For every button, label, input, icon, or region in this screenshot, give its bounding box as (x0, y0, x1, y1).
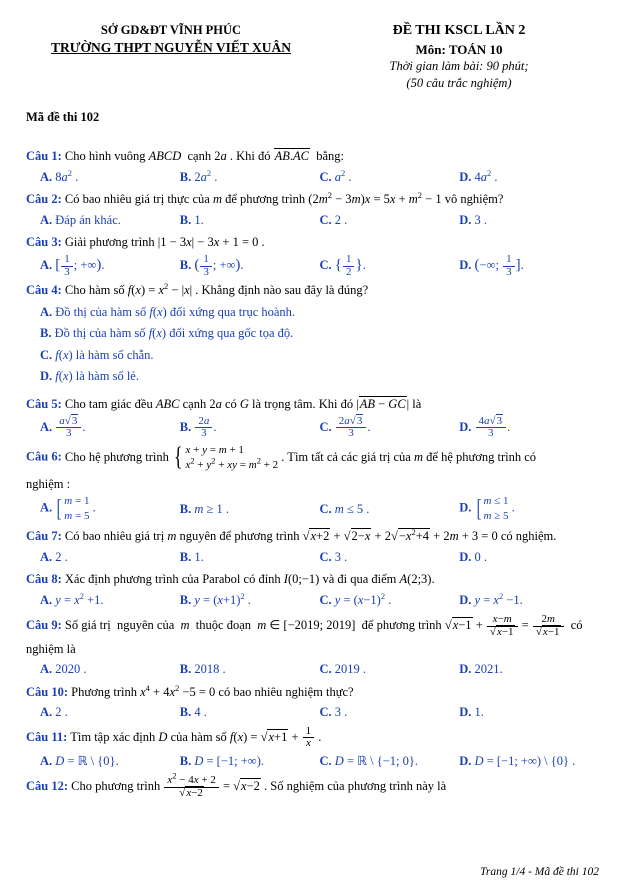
exam-header (319, 22, 599, 92)
answer-2-C[interactable]: C. 2 . (319, 213, 348, 228)
question-5-label: Câu 5: (26, 397, 62, 412)
answer-7-B[interactable]: B. 1. (179, 549, 204, 564)
answer-10-D[interactable]: D. 1. (459, 705, 484, 720)
answer-11-D[interactable]: D. D = [−1; +∞) \ {0} . (459, 753, 576, 768)
answer-3-C[interactable]: C. { $\frac{1}{2}$ }. (319, 253, 366, 278)
answer-4-D[interactable]: D. f(x) là hàm số lẻ. (40, 368, 139, 383)
answer-6-C[interactable]: C. m ≤ 5 . (319, 501, 370, 516)
question-8-label: Câu 8: (26, 572, 62, 587)
answer-10-A[interactable]: A. 2 . (40, 705, 68, 720)
question-4-label: Câu 4: (26, 283, 62, 298)
question-6 (26, 443, 599, 473)
answer-1-A[interactable]: A. $8a^2$ . (40, 167, 79, 184)
question-1-answers (26, 168, 599, 187)
answer-8-A[interactable]: A. $y = x^2 +1$. (40, 590, 104, 607)
answer-7-C[interactable]: C. 3 . (319, 549, 348, 564)
answer-1-D[interactable]: D. $4a^2$ . (459, 167, 498, 184)
answer-7-D[interactable]: D. 0 . (459, 549, 488, 564)
answer-8-D[interactable]: D. $y = x^2 -1$. (459, 590, 523, 607)
question-8-text: Xác định phương trình của Parabol có đỉnh I(0;−1) và đi qua điểm A(2;3). (64, 572, 435, 587)
answer-2-B[interactable]: B. 1. (179, 213, 204, 228)
answer-2-D[interactable]: D. 3 . (459, 213, 488, 228)
page-footer: Trang 1/4 - Mã đề thi 102 (480, 866, 599, 878)
question-2-answers (26, 211, 599, 230)
answer-5-A[interactable]: A. $\frac{a√3}{3}$ . (40, 414, 86, 440)
answer-11-C[interactable]: C. D = ℝ \ {−1; 0}. (319, 753, 419, 768)
answer-1-C[interactable]: C. $a^2$ . (319, 167, 352, 184)
answer-10-C[interactable]: C. 3 . (319, 705, 348, 720)
question-12 (26, 770, 599, 799)
question-6-answers (26, 494, 599, 524)
answer-3-B[interactable]: B. ( $\frac{1}{3}$ ; +∞). (179, 253, 244, 278)
question-2-label: Câu 2: (26, 192, 62, 207)
answer-9-A[interactable]: A. 2020 . (40, 662, 87, 677)
question-11 (26, 726, 599, 750)
question-11-text: Tìm tập xác định D của hàm số f(x) = √x+1 + $\frac{1}{x}$ . (70, 724, 322, 750)
question-12-label: Câu 12: (26, 779, 69, 794)
answer-5-B[interactable]: B. $\frac{2a}{3}$ . (179, 414, 217, 440)
answer-8-C[interactable]: C. $y = (x-1)^2$ . (319, 590, 392, 607)
answer-2-A[interactable]: A. Đáp án khác. (40, 213, 121, 228)
question-8-answers (26, 591, 599, 610)
question-7-label: Câu 7: (26, 529, 62, 544)
question-9-answers (26, 660, 599, 679)
question-6-text-cont: nghiệm : (26, 476, 71, 491)
exam-duration: Thời gian làm bài: 90 phút; (389, 59, 529, 74)
question-10-label: Câu 10: (26, 684, 69, 699)
answer-10-B[interactable]: B. 4 . (179, 705, 207, 720)
answer-9-D[interactable]: D. 2021. (459, 662, 503, 677)
answer-4-B[interactable]: B. Đồ thị của hàm số f(x) đối xứng qua gốc tọa độ. (40, 326, 294, 341)
question-3 (26, 233, 599, 252)
answer-6-D[interactable]: D. [ m ≤ 1 m ≥ 5 . (459, 495, 515, 523)
answer-6-A[interactable]: A. [ m = 1 m = 5 . (40, 495, 96, 523)
school-name: TRƯỜNG THPT NGUYỄN VIẾT XUÂN (50, 39, 292, 55)
question-7 (26, 527, 599, 546)
question-3-text: Giải phương trình |1 − 3x| − 3x + 1 = 0 . (64, 235, 265, 250)
question-6-text: Cho hệ phương trình { x + y = m + 1 $x^2 + y^2$ + xy = $m^2 + 2$ . Tìm tất cả các giá trị của m để hệ phương trình có (64, 442, 537, 472)
question-2-text: Có bao nhiêu giá trị thực của m để phương trình $(2m^2 - 3m)x = 5x + m^2 - 1$ vô nghiệm? (64, 190, 504, 207)
question-9-text: Số giá trị nguyên của m thuộc đoạn m ∈ [−2019; 2019] để phương trình √x−1 + $\frac{x-m}{√x-1}$ = $\frac{2m}{√x-1}$ có (64, 613, 583, 638)
answer-4-C[interactable]: C. f(x) là hàm số chẵn. (40, 347, 154, 362)
question-9 (26, 614, 599, 638)
question-11-answers (26, 752, 599, 771)
answer-9-C[interactable]: C. 2019 . (319, 662, 367, 677)
question-2 (26, 190, 599, 209)
question-7-answers (26, 548, 599, 567)
question-7-text: Có bao nhiêu giá trị m nguyên để phương trình $√x+2 + √2-x + 2√-x^2+4 + 2m + 3 = 0$ có nghiệm. (64, 526, 557, 544)
answer-11-A[interactable]: A. D = ℝ \ {0}. (40, 753, 119, 768)
exam-title: ĐỀ THI KSCL LẦN 2 (392, 23, 526, 38)
question-3-answers (26, 254, 599, 278)
answer-5-D[interactable]: D. $\frac{4a√3}{3}$ . (459, 414, 511, 440)
department-name: SỞ GD&ĐT VĨNH PHÚC (100, 23, 242, 37)
questions-container (26, 147, 599, 799)
question-1-label: Câu 1: (26, 149, 62, 164)
exam-code: Mã đề thi 102 (26, 110, 100, 125)
question-10 (26, 683, 599, 702)
question-5-answers (26, 416, 599, 440)
question-8 (26, 570, 599, 589)
question-10-answers (26, 703, 599, 722)
question-1 (26, 147, 599, 166)
question-12-text: Cho phương trình $\frac{x^2 - 4x + 2}{√x-2}$ = √x−2 . Số nghiệm của phương trình này là (71, 770, 447, 799)
answer-6-B[interactable]: B. m ≥ 1 . (179, 501, 229, 516)
question-3-label: Câu 3: (26, 235, 62, 250)
question-4-text: Cho hàm số $f(x) = x^2 - |x|$ . Khẳng định nào sau đây là đúng? (64, 281, 369, 298)
answer-5-C[interactable]: C. $\frac{2a√3}{3}$ . (319, 414, 371, 440)
answer-4-A[interactable]: A. Đồ thị của hàm số f(x) đối xứng qua trục hoành. (40, 305, 296, 320)
question-1-text: Cho hình vuông ABCD cạnh 2a . Khi đó AB.AC bằng: (64, 149, 345, 164)
answer-9-B[interactable]: B. 2018 . (179, 662, 226, 677)
answer-3-A[interactable]: A. [ $\frac{1}{3}$ ; +∞). (40, 253, 105, 278)
answer-1-B[interactable]: B. $2a^2$ . (179, 167, 218, 184)
question-11-label: Câu 11: (26, 729, 68, 744)
exam-subject: Môn: TOÁN 10 (415, 41, 503, 57)
document-header (26, 22, 599, 92)
question-4 (26, 281, 599, 300)
exam-question-count: (50 câu trắc nghiệm) (406, 76, 512, 91)
answer-11-B[interactable]: B. D = [−1; +∞). (179, 753, 264, 768)
question-9-label: Câu 9: (26, 618, 62, 633)
question-10-text: Phương trình $x^4 + 4x^2 -5 = 0$ có bao nhiêu nghiệm thực? (71, 682, 354, 699)
question-9-text-cont: nghiệm là (26, 642, 76, 657)
answer-7-A[interactable]: A. 2 . (40, 549, 68, 564)
school-header (26, 22, 316, 57)
question-5 (26, 395, 599, 414)
answer-3-D[interactable]: D. (−∞; $\frac{1}{3}$ ]. (459, 253, 524, 278)
question-6-label: Câu 6: (26, 449, 62, 464)
answer-8-B[interactable]: B. $y = (x+1)^2$ . (179, 590, 251, 607)
question-5-text: Cho tam giác đều ABC cạnh 2a có G là trọng tâm. Khi đó |AB − GC| là (64, 397, 422, 412)
system-of-equations: { x + y = m + 1 $x^2 + y^2$ + xy = $m^2 + 2$ (173, 442, 279, 472)
